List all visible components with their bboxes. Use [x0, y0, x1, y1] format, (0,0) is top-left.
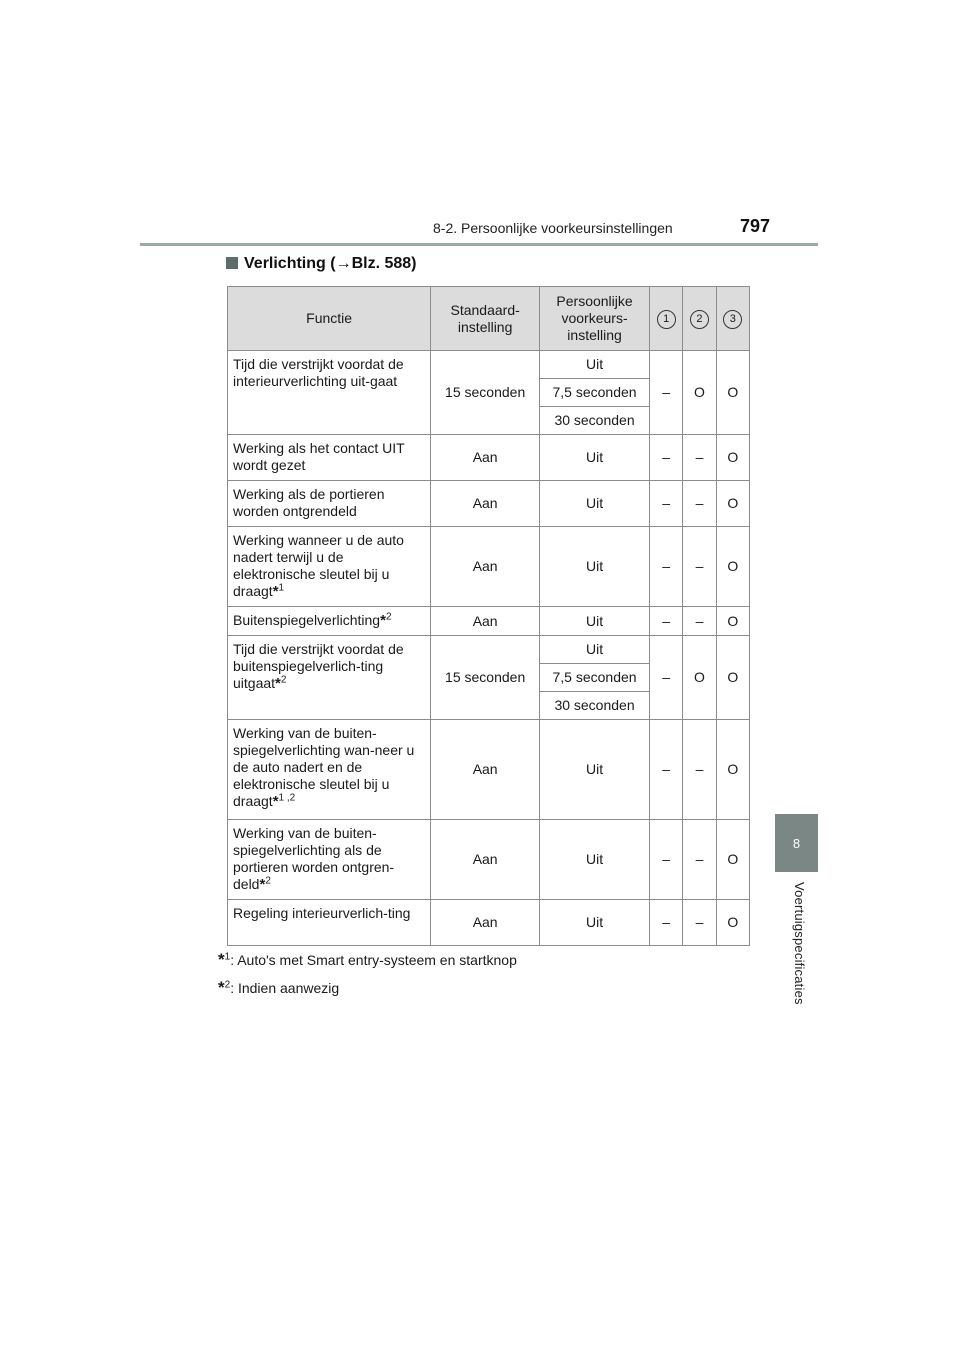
footnote-2-marker: 2 [224, 979, 231, 991]
method-3-cell: O [716, 435, 749, 481]
function-text: Werking als de portieren worden ontgrendeld [233, 486, 385, 519]
method-1-cell: – [650, 636, 683, 720]
footnote-1 [218, 952, 517, 968]
function-text: Tijd die verstrijkt voordat de buitenspiegelverlich-ting uitgaat [233, 641, 404, 691]
personal-option-cell: Uit [540, 351, 650, 379]
personal-option-cell: Uit [540, 435, 650, 481]
asterisk-icon: * [272, 583, 279, 600]
header-col3 [716, 287, 749, 351]
footnote-1-text: : Auto's met Smart entry-systeem en startknop [230, 952, 517, 968]
running-header-section: 8-2. Persoonlijke voorkeursinstellingen [433, 220, 673, 236]
footnote-2-text: : Indien aanwezig [230, 980, 340, 996]
function-text: Werking van de buiten-spiegelverlichting als de portieren worden ontgren-deld [233, 825, 395, 892]
function-cell [228, 636, 431, 720]
method-3-cell: O [716, 351, 749, 435]
method-3-cell: O [716, 636, 749, 720]
square-bullet-icon [226, 257, 238, 269]
standard-setting-cell: Aan [431, 900, 540, 946]
personal-option-cell: Uit [540, 900, 650, 946]
footnote-ref: 2 [265, 875, 271, 887]
chapter-tab-title: Voertuigspecificaties [792, 882, 807, 1005]
settings-table [227, 286, 750, 946]
personal-option-cell: Uit [540, 720, 650, 820]
standard-setting-cell: Aan [431, 820, 540, 900]
method-3-cell: O [716, 820, 749, 900]
asterisk-icon: * [275, 675, 281, 692]
table-header-row [228, 287, 750, 351]
method-1-cell: – [650, 435, 683, 481]
method-2-cell: – [683, 720, 716, 820]
function-text: Regeling interieurverlich-ting [233, 905, 411, 921]
standard-setting-cell: Aan [431, 527, 540, 607]
personal-option-cell: 30 seconden [540, 407, 650, 435]
page-number: 797 [740, 216, 771, 236]
circled-number-2: 2 [690, 310, 709, 329]
header-divider [140, 243, 818, 246]
method-2-cell: – [683, 607, 716, 636]
function-text: Werking als het contact UIT wordt gezet [233, 440, 405, 473]
function-cell [228, 351, 431, 435]
circled-number-1: 1 [657, 310, 676, 329]
header-personal-label: Persoonlijke voorkeurs- instelling [556, 293, 633, 343]
table-row [228, 481, 750, 527]
chapter-tab-number: 8 [775, 814, 818, 872]
standard-setting-cell: 15 seconden [431, 351, 540, 435]
table-row [228, 351, 750, 379]
method-1-cell: – [650, 820, 683, 900]
personal-option-cell: 30 seconden [540, 692, 650, 720]
method-3-cell: O [716, 527, 749, 607]
personal-option-cell: 7,5 seconden [540, 379, 650, 407]
standard-setting-cell: Aan [431, 720, 540, 820]
method-3-cell: O [716, 900, 749, 946]
method-2-cell: – [683, 527, 716, 607]
header-standard-label: Standaard- instelling [450, 301, 520, 335]
table-row [228, 636, 750, 664]
header-col2 [683, 287, 716, 351]
method-2-cell: – [683, 820, 716, 900]
standard-setting-cell: Aan [431, 435, 540, 481]
table-row [228, 607, 750, 636]
asterisk-icon: * [259, 876, 266, 893]
function-text: Tijd die verstrijkt voordat de interieurverlichting uit-gaat [233, 356, 404, 389]
header-standard [431, 287, 540, 351]
table-row [228, 820, 750, 900]
function-cell [228, 900, 431, 946]
function-cell [228, 820, 431, 900]
method-2-cell: O [683, 351, 716, 435]
table-row [228, 435, 750, 481]
standard-setting-cell: 15 seconden [431, 636, 540, 720]
personal-option-cell: Uit [540, 607, 650, 636]
function-cell [228, 607, 431, 636]
standard-setting-cell: Aan [431, 607, 540, 636]
personal-option-cell: 7,5 seconden [540, 664, 650, 692]
method-1-cell: – [650, 527, 683, 607]
method-1-cell: – [650, 481, 683, 527]
function-cell [228, 481, 431, 527]
footnote-ref: 2 [385, 611, 392, 623]
function-cell [228, 435, 431, 481]
method-1-cell: – [650, 351, 683, 435]
method-2-cell: O [683, 636, 716, 720]
footnote-ref: 1 ,2 [278, 792, 296, 804]
method-1-cell: – [650, 720, 683, 820]
section-title-text: Verlichting (→Blz. 588) [244, 255, 417, 272]
method-2-cell: – [683, 481, 716, 527]
footnote-1-marker: 1 [224, 951, 231, 963]
header-function [228, 287, 431, 351]
personal-option-cell: Uit [540, 527, 650, 607]
method-1-cell: – [650, 607, 683, 636]
asterisk-icon: * [380, 612, 386, 629]
table-row [228, 720, 750, 820]
personal-option-cell: Uit [540, 481, 650, 527]
table-row [228, 527, 750, 607]
circled-number-3: 3 [723, 310, 742, 329]
method-3-cell: O [716, 481, 749, 527]
method-3-cell: O [716, 607, 749, 636]
function-text: Buitenspiegelverlichting [233, 612, 381, 628]
asterisk-icon: * [218, 950, 225, 969]
asterisk-icon: * [218, 978, 225, 997]
table-row [228, 900, 750, 946]
footnote-ref: 1 [278, 582, 285, 594]
header-col1 [650, 287, 683, 351]
standard-setting-cell: Aan [431, 481, 540, 527]
function-text: Werking van de buiten-spiegelverlichting wan-neer u de auto nadert en de elektronische sleutel bij u draagt [233, 725, 415, 809]
header-personal [540, 287, 650, 351]
personal-option-cell: Uit [540, 636, 650, 664]
header-function-label: Functie [306, 310, 353, 326]
method-2-cell: – [683, 435, 716, 481]
personal-option-cell: Uit [540, 820, 650, 900]
footnote-2 [218, 980, 339, 996]
method-2-cell: – [683, 900, 716, 946]
footnote-ref: 2 [280, 674, 287, 686]
function-cell [228, 720, 431, 820]
asterisk-icon: * [272, 793, 279, 810]
method-1-cell: – [650, 900, 683, 946]
section-heading [226, 255, 416, 273]
method-3-cell: O [716, 720, 749, 820]
function-text: Werking wanneer u de auto nadert terwijl u de elektronische sleutel bij u draagt [233, 532, 404, 599]
function-cell [228, 527, 431, 607]
